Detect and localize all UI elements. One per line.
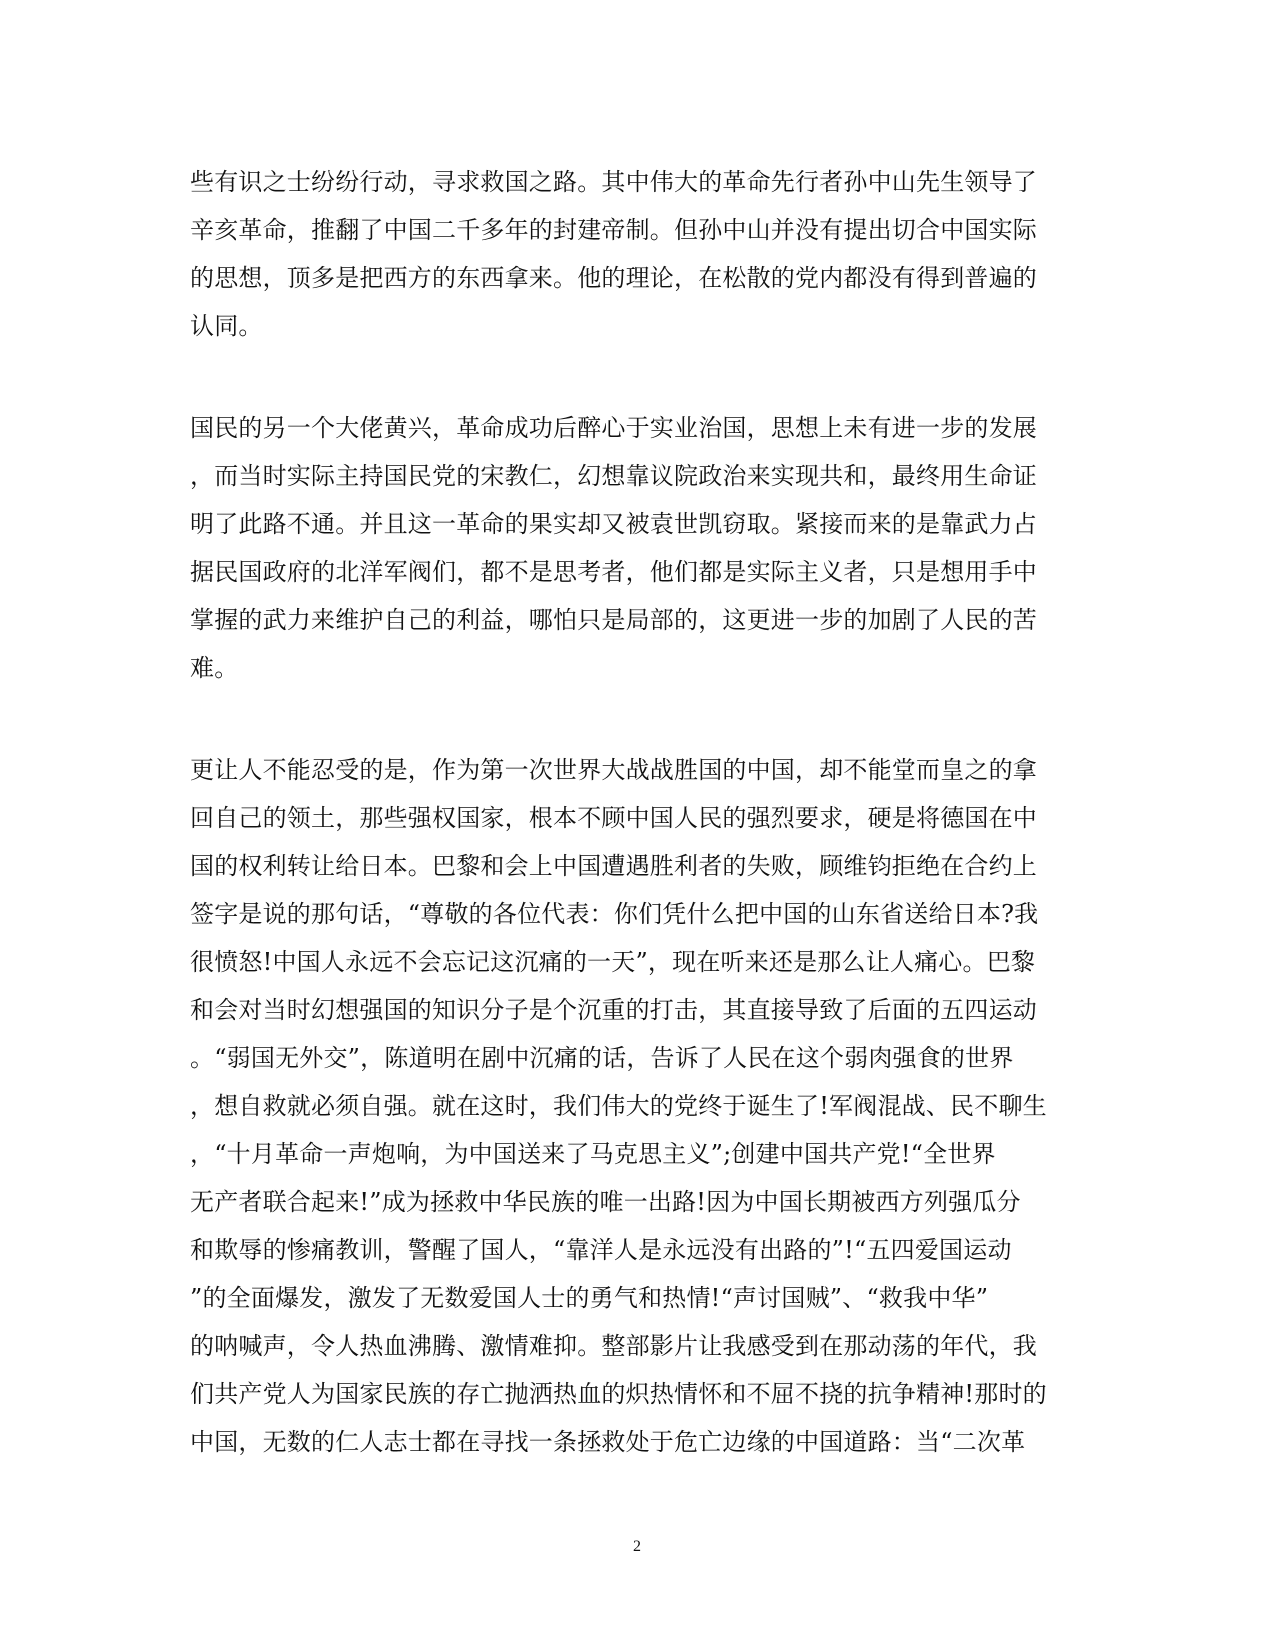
paragraph-3: 更让人不能忍受的是，作为第一次世界大战战胜国的中国，却不能堂而皇之的拿 回自己的领土，那些强权国家，根本不顾中国人民的强烈要求，硬是将德国在中 国的权利转让给日本。巴黎和会上中国遭遇胜利者的失败，顾维钧拒绝在合约上 签字是说的那句话，“尊敬的各位代表：你们凭什么把中国的山东省送给日本?我 很愤怒!中国人永远不会忘记这沉痛的一天”，现在听来还是那么让人痛心。巴黎 和会对当时幻想强国的知识分子是个沉重的打击，其直接导致了后面的五四运动 。“弱国无外交”，陈道明在剧中沉痛的话，告诉了人民在这个弱肉强食的世界 ，想自救就必须自强。就在这时，我们伟大的党终于诞生了!军阀混战、民不聊生 ，“十月革命一声炮响，为中国送来了马克思主义”;创建中国共产党!“全世界 无产者联合起来!”成为拯救中华民族的唯一出路!因为中国长期被西方列强瓜分 和欺辱的惨痛教训，警醒了国人，“靠洋人是永远没有出路的”!“五四爱国运动 ”的全面爆发，激发了无数爱国人士的勇气和热情!“声讨国贼”、“救我中华” 的呐喊声，令人热血沸腾、激情难抑。整部影片让我感受到在那动荡的年代，我 们共产党人为国家民族的存亡抛洒热血的炽热情怀和不屈不挠的抗争精神!那时的 中国，无数的仁人志士都在寻找一条拯救处于危亡边缘的中国道路：当“二次革	[190, 756, 1047, 1456]
page-number: 2	[633, 1538, 641, 1555]
paragraph-1: 些有识之士纷纷行动，寻求救国之路。其中伟大的革命先行者孙中山先生领导了 辛亥革命，推翻了中国二千多年的封建帝制。但孙中山并没有提出切合中国实际 的思想，顶多是把西方的东西拿来。他的理论，在松散的党内都没有得到普遍的 认同。	[190, 168, 1037, 340]
paragraph-2: 国民的另一个大佬黄兴，革命成功后醉心于实业治国，思想上未有进一步的发展 ，而当时实际主持国民党的宋教仁，幻想靠议院政治来实现共和，最终用生命证 明了此路不通。并且这一革命的果实却又被袁世凯窃取。紧接而来的是靠武力占 据民国政府的北洋军阀们，都不是思考者，他们都是实际主义者，只是想用手中 掌握的武力来维护自己的利益，哪怕只是局部的，这更进一步的加剧了人民的苦 难。	[190, 414, 1037, 682]
